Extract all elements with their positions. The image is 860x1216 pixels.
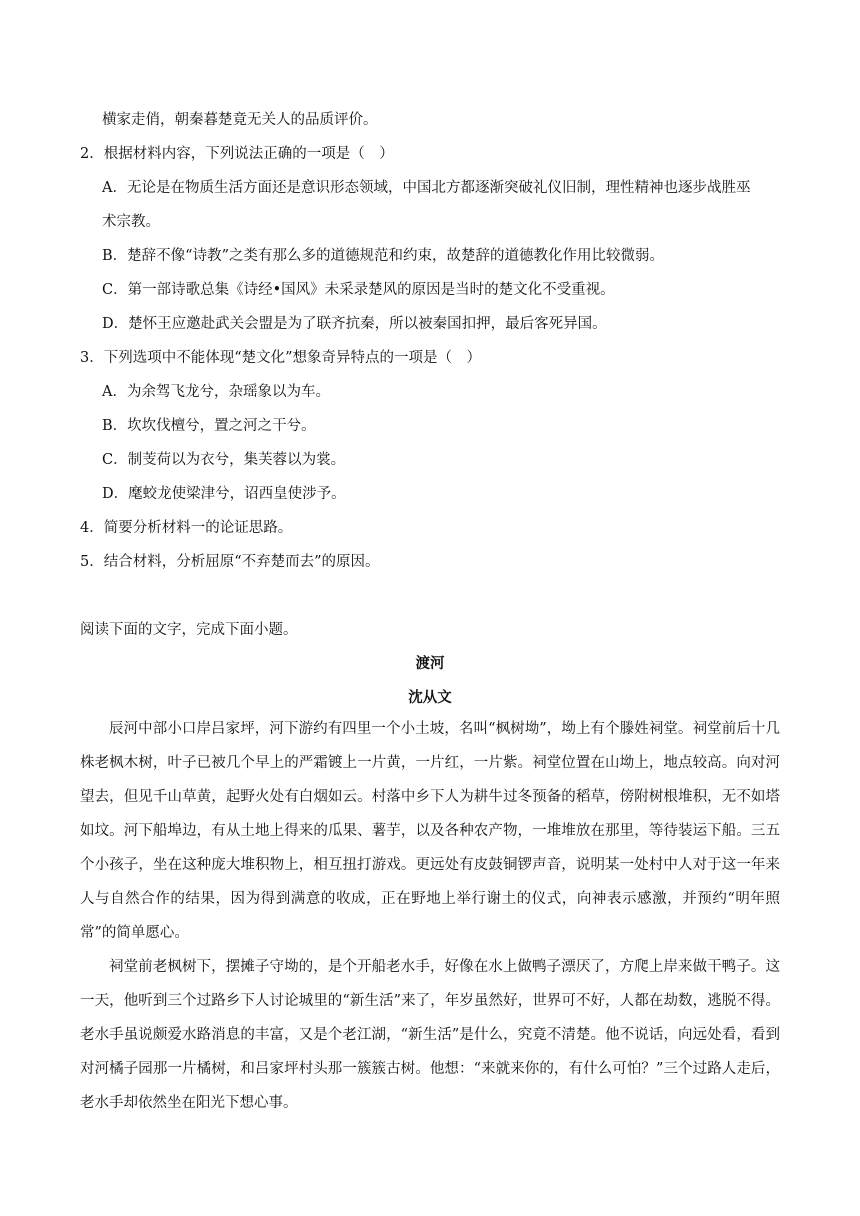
question-2-option-a: A．无论是在物质生活方面还是意识形态领域，中国北方都逐渐突破礼仪旧制，理性精神也逐步战胜巫	[102, 180, 751, 196]
reading-intro: 阅读下面的文字，完成下面小题。	[80, 622, 298, 638]
question-2: 2．根据材料内容，下列说法正确的一项是（ ）	[80, 146, 394, 162]
question-2-option-d: D．楚怀王应邀赴武关会盟是为了联齐抗秦，所以被秦国扣押，最后客死异国。	[102, 316, 607, 332]
passage-author: 沈从文	[408, 690, 452, 706]
text-line: 横家走俏，朝秦暮楚竟无关人的品质评价。	[102, 112, 378, 128]
question-5: 5．结合材料，分析屈原“不弃楚而去”的原因。	[80, 554, 380, 570]
question-2-option-c: C．第一部诗歌总集《诗经•国风》未采录楚风的原因是当时的楚文化不受重视。	[102, 282, 615, 298]
question-3-option-c: C．制芰荷以为衣兮，集芙蓉以为裳。	[102, 452, 346, 468]
passage-paragraph-2: 祠堂前老枫树下，摆摊子守坳的，是个开船老水手，好像在水上做鸭子漂厌了，方爬上岸来做干鸭子。这一天，他听到三个过路乡下人讨论城里的“新生活”来了，年岁虽然好，世界可不好，人都在劫数，逃脱不得。老水手虽说颇爱水路消息的丰富，又是个老江湖，“新生活”是什么，究竟不清楚。他不说话，向远处看，看到对河橘子园那一片橘树，和吕家坪村头那一簇簇古树。他想：“来就来你的，有什么可怕？”三个过路人走后，老水手却依然坐在阳光下想心事。	[80, 959, 780, 1111]
question-3-option-d: D．麾蛟龙使梁津兮，诏西皇使涉予。	[102, 486, 346, 502]
passage-title: 渡河	[415, 656, 445, 672]
question-3-option-b: B．坎坎伐檀兮，置之河之干兮。	[102, 418, 316, 434]
question-2-option-b: B．楚辞不像“诗教”之类有那么多的道德规范和约束，故楚辞的道德教化作用比较微弱。	[102, 248, 664, 264]
passage-paragraph-1: 辰河中部小口岸吕家坪，河下游约有四里一个小土坡，名叫“枫树坳”，坳上有个滕姓祠堂。祠堂前后十几株老枫木树，叶子已被几个早上的严霜镀上一片黄，一片红，一片紫。祠堂位置在山坳上，地点较高。向对河望去，但见千山草黄，起野火处有白烟如云。村落中乡下人为耕牛过冬预备的稻草，傍附树根堆积，无不如塔如坟。河下船埠边，有从土地上得来的瓜果、薯芋，以及各种农产物，一堆堆放在那里，等待装运下船。三五个小孩子，坐在这种庞大堆积物上，相互扭打游戏。更远处有皮鼓铜锣声音，说明某一处村中人对于这一年来人与自然合作的结果，因为得到满意的收成，正在野地上举行谢土的仪式，向神表示感激，并预约“明年照常”的简单愿心。	[80, 721, 780, 941]
question-3-option-a: A．为余驾飞龙兮，杂瑶象以为车。	[102, 384, 330, 400]
question-2-option-a-cont: 术宗教。	[102, 214, 160, 230]
question-4: 4．简要分析材料一的论证思路。	[80, 520, 293, 536]
question-3: 3．下列选项中不能体现“楚文化”想象奇异特点的一项是（ ）	[80, 350, 482, 366]
